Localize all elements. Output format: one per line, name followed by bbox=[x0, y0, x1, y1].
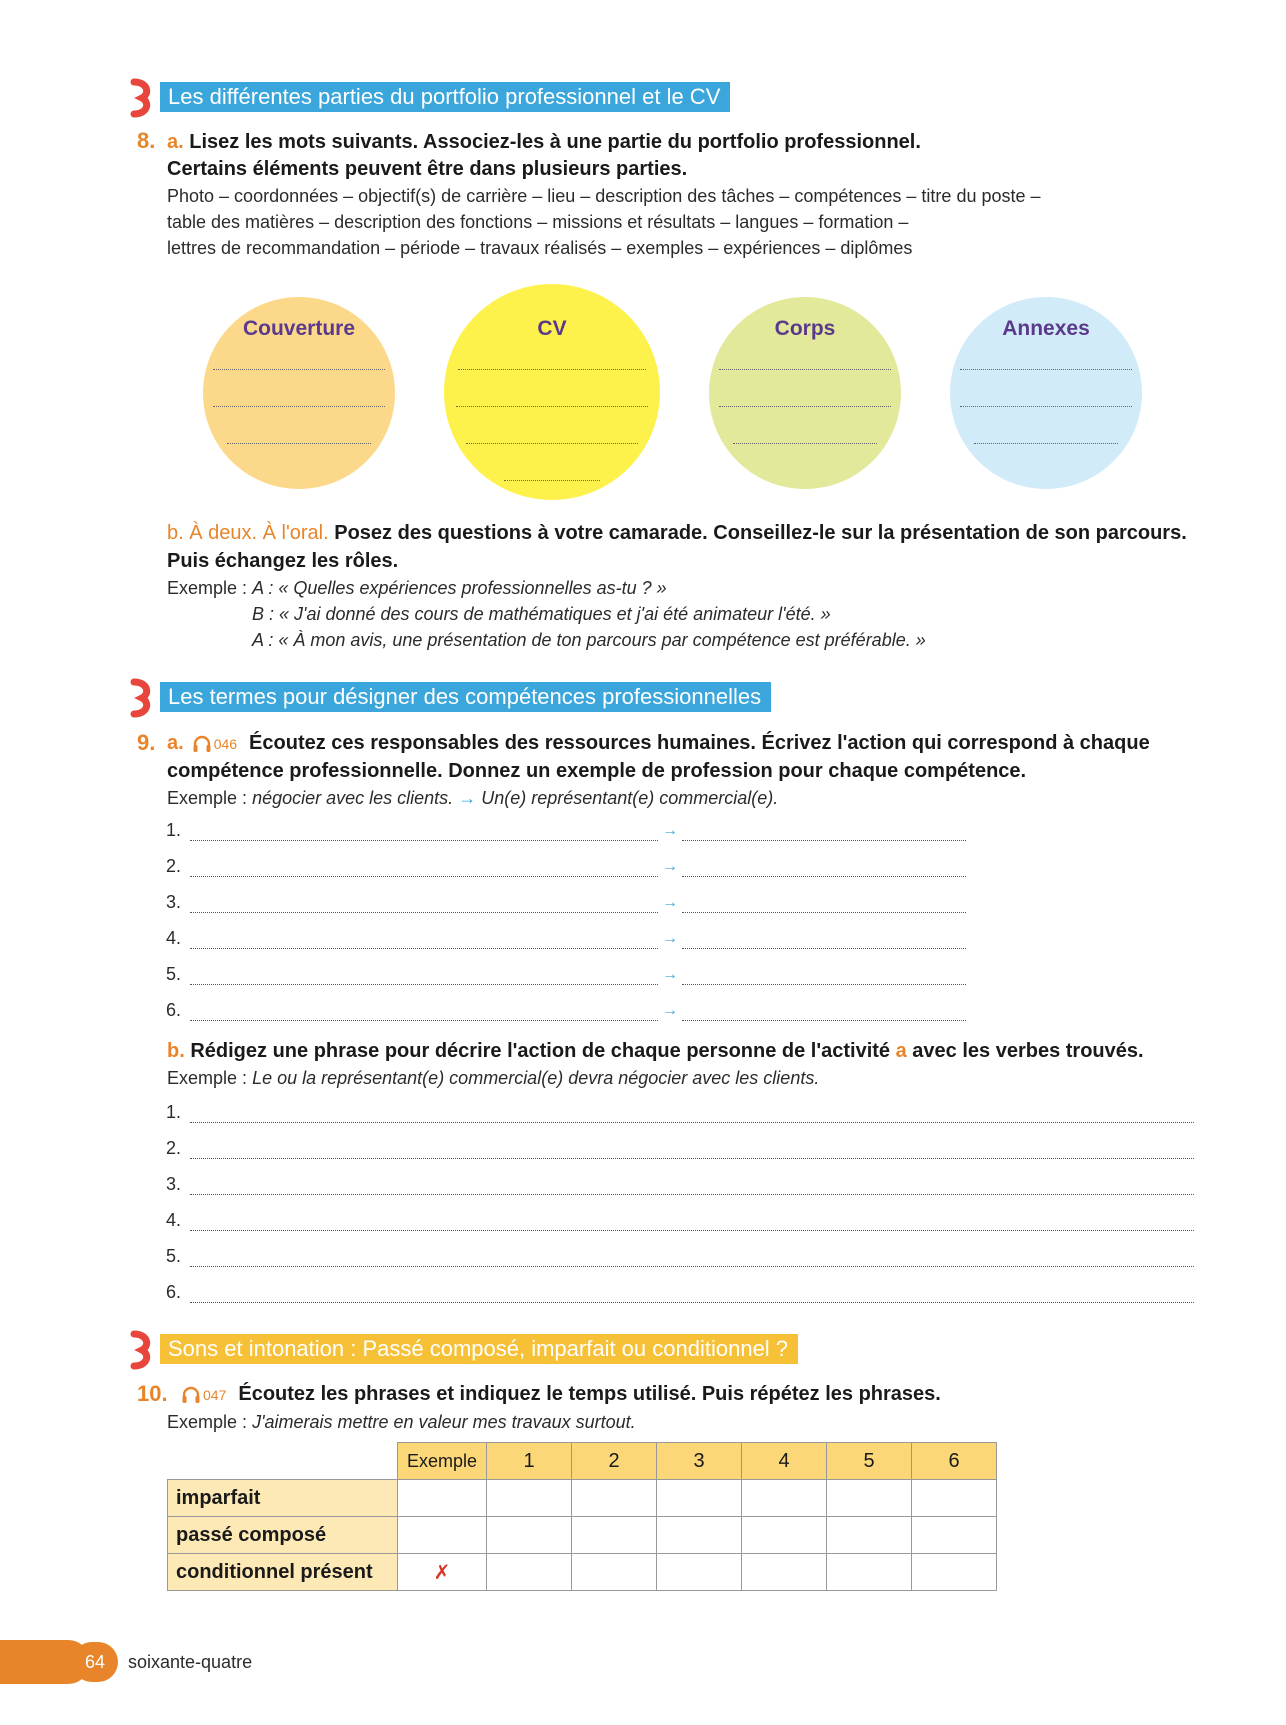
section-title: Les différentes parties du portfolio professionnel et le CV bbox=[160, 82, 730, 112]
answer-field-profession[interactable] bbox=[682, 876, 966, 877]
sub-label: a. bbox=[167, 131, 184, 153]
answer-line-row bbox=[166, 892, 181, 914]
line-number: 1. bbox=[166, 820, 182, 840]
tense-table bbox=[167, 1442, 997, 1591]
row-label: passé composé bbox=[168, 1517, 398, 1554]
row-label: imparfait bbox=[168, 1480, 398, 1517]
section-title: Les termes pour désigner des compétences professionnelles bbox=[160, 682, 771, 712]
answer-line[interactable] bbox=[227, 443, 371, 444]
exercise-9 bbox=[137, 730, 155, 756]
example-mark: ✗ bbox=[398, 1554, 487, 1591]
answer-line-row bbox=[166, 1210, 181, 1232]
table-cell[interactable] bbox=[487, 1517, 572, 1554]
table-cell[interactable] bbox=[657, 1554, 742, 1591]
answer-field-action[interactable] bbox=[190, 984, 658, 985]
exercise-8a-instruction: a. Lisez les mots suivants. Associez-les à une partie du portfolio professionnel. bbox=[167, 131, 921, 153]
example-line-2: B : « J'ai donné des cours de mathématiques et j'ai été animateur l'été. » bbox=[252, 604, 831, 624]
answer-field-sentence[interactable] bbox=[190, 1194, 1194, 1195]
table-cell[interactable] bbox=[572, 1480, 657, 1517]
answer-line[interactable] bbox=[213, 406, 385, 407]
answer-field-profession[interactable] bbox=[682, 984, 966, 985]
section-banner-competences bbox=[128, 682, 771, 712]
answer-line-row bbox=[166, 856, 181, 878]
line-number: 5. bbox=[166, 1246, 182, 1266]
table-header: 2 bbox=[572, 1443, 657, 1480]
sub-label: b. bbox=[167, 1040, 185, 1062]
sub-label: a. bbox=[167, 732, 184, 754]
table-header: 4 bbox=[742, 1443, 827, 1480]
exercise-10-instruction: 047 Écoutez les phrases et indiquez le temps utilisé. Puis répétez les phrases. bbox=[181, 1383, 941, 1406]
answer-line-row bbox=[166, 1174, 181, 1196]
answer-line-row bbox=[166, 964, 181, 986]
exercise-8 bbox=[137, 128, 155, 154]
arrow-icon: → bbox=[662, 966, 678, 983]
answer-line-row bbox=[166, 1138, 181, 1160]
exercise-number: 8. bbox=[137, 128, 156, 153]
headphones-icon[interactable] bbox=[192, 735, 212, 753]
answer-field-action[interactable] bbox=[190, 912, 658, 913]
answer-line[interactable] bbox=[458, 369, 646, 370]
answer-field-action[interactable] bbox=[190, 876, 658, 877]
answer-field-profession[interactable] bbox=[682, 1020, 966, 1021]
exercise-8b-instruction: b. À deux. À l'oral. Posez des questions à votre camarade. Conseillez-le sur la présentation de son parcours. bbox=[167, 522, 1187, 544]
line-number: 3. bbox=[166, 892, 182, 912]
table-cell[interactable] bbox=[657, 1517, 742, 1554]
arrow-icon: → bbox=[662, 858, 678, 875]
answer-line-row bbox=[166, 1282, 181, 1304]
circle-cv: CV bbox=[444, 284, 660, 500]
arrow-icon: → bbox=[662, 822, 678, 839]
line-number: 6. bbox=[166, 1000, 182, 1020]
line-number: 4. bbox=[166, 928, 182, 948]
example: Exemple : A : « Quelles expériences professionnelles as-tu ? » bbox=[167, 578, 667, 598]
answer-line[interactable] bbox=[213, 369, 385, 370]
answer-line[interactable] bbox=[974, 443, 1118, 444]
table-cell[interactable] bbox=[827, 1554, 912, 1591]
table-cell[interactable] bbox=[742, 1554, 827, 1591]
table-cell[interactable] bbox=[572, 1517, 657, 1554]
circle-couverture: Couverture bbox=[203, 297, 395, 489]
example-line-3: A : « À mon avis, une présentation de ton parcours par compétence est préférable. » bbox=[252, 630, 926, 650]
circle-corps: Corps bbox=[709, 297, 901, 489]
answer-line[interactable] bbox=[719, 406, 891, 407]
table-header: 3 bbox=[657, 1443, 742, 1480]
table-cell[interactable] bbox=[742, 1517, 827, 1554]
audio-track: 047 bbox=[203, 1386, 227, 1403]
answer-field-action[interactable] bbox=[190, 1020, 658, 1021]
line-number: 2. bbox=[166, 1138, 182, 1158]
answer-line[interactable] bbox=[466, 443, 638, 444]
section-title: Sons et intonation : Passé composé, imparfait ou conditionnel ? bbox=[160, 1334, 798, 1364]
answer-line[interactable] bbox=[504, 480, 600, 481]
section-banner-sons bbox=[128, 1334, 798, 1364]
table-row bbox=[168, 1517, 997, 1554]
table-cell[interactable] bbox=[487, 1480, 572, 1517]
table-cell[interactable] bbox=[827, 1517, 912, 1554]
example: Exemple : J'aimerais mettre en valeur mes travaux surtout. bbox=[167, 1412, 636, 1432]
table-row bbox=[168, 1480, 997, 1517]
arrow-icon: → bbox=[662, 894, 678, 911]
answer-field-profession[interactable] bbox=[682, 912, 966, 913]
table-cell[interactable] bbox=[487, 1554, 572, 1591]
word-list-line-3: lettres de recommandation – période – travaux réalisés – exemples – expériences – diplômes bbox=[167, 238, 913, 258]
table-header: 1 bbox=[487, 1443, 572, 1480]
example: Exemple : Le ou la représentant(e) commercial(e) devra négocier avec les clients. bbox=[167, 1068, 820, 1088]
exercise-number: 10. bbox=[137, 1381, 168, 1406]
answer-line-row bbox=[166, 1246, 181, 1268]
exercise-8a-instruction-2: Certains éléments peuvent être dans plusieurs parties. bbox=[167, 158, 688, 180]
table-header-row bbox=[168, 1443, 997, 1480]
table-cell[interactable] bbox=[398, 1517, 487, 1554]
row-label: conditionnel présent bbox=[168, 1554, 398, 1591]
answer-line[interactable] bbox=[960, 369, 1132, 370]
line-number: 2. bbox=[166, 856, 182, 876]
swirl-icon bbox=[128, 78, 168, 118]
answer-field-profession[interactable] bbox=[682, 948, 966, 949]
table-cell[interactable] bbox=[912, 1480, 997, 1517]
page-number: 64 bbox=[72, 1642, 118, 1682]
table-cell[interactable] bbox=[912, 1517, 997, 1554]
exercise-10 bbox=[137, 1381, 168, 1407]
answer-line-row bbox=[166, 820, 181, 842]
answer-line-row bbox=[166, 928, 181, 950]
circle-annexes: Annexes bbox=[950, 297, 1142, 489]
swirl-icon bbox=[128, 678, 168, 718]
answer-field-action[interactable] bbox=[190, 948, 658, 949]
table-row bbox=[168, 1554, 997, 1591]
answer-line-row bbox=[166, 1102, 181, 1124]
answer-line[interactable] bbox=[456, 406, 648, 407]
swirl-icon bbox=[128, 1330, 168, 1370]
answer-line[interactable] bbox=[960, 406, 1132, 407]
table-cell[interactable] bbox=[912, 1554, 997, 1591]
answer-field-action[interactable] bbox=[190, 840, 658, 841]
exercise-9a-instruction-2: compétence professionnelle. Donnez un exemple de profession pour chaque compétence. bbox=[167, 760, 1027, 782]
line-number: 1. bbox=[166, 1102, 182, 1122]
table-header: Exemple bbox=[398, 1443, 487, 1480]
exercise-8b-instruction-2: Puis échangez les rôles. bbox=[167, 550, 399, 572]
word-list-line-2: table des matières – description des fonctions – missions et résultats – langues – formation – bbox=[167, 212, 909, 232]
answer-field-sentence[interactable] bbox=[190, 1122, 1194, 1123]
line-number: 4. bbox=[166, 1210, 182, 1230]
page-number-words: soixante-quatre bbox=[128, 1652, 253, 1672]
example: Exemple : négocier avec les clients. → Un(e) représentant(e) commercial(e). bbox=[167, 788, 779, 808]
answer-line[interactable] bbox=[733, 443, 877, 444]
arrow-icon: → bbox=[662, 930, 678, 947]
table-cell[interactable] bbox=[742, 1480, 827, 1517]
table-header: 6 bbox=[912, 1443, 997, 1480]
answer-field-profession[interactable] bbox=[682, 840, 966, 841]
answer-field-sentence[interactable] bbox=[190, 1302, 1194, 1303]
answer-field-sentence[interactable] bbox=[190, 1158, 1194, 1159]
table-header: 5 bbox=[827, 1443, 912, 1480]
line-number: 6. bbox=[166, 1282, 182, 1302]
line-number: 5. bbox=[166, 964, 182, 984]
answer-line[interactable] bbox=[719, 369, 891, 370]
answer-field-sentence[interactable] bbox=[190, 1230, 1194, 1231]
table-cell[interactable] bbox=[398, 1480, 487, 1517]
arrow-icon: → bbox=[662, 1002, 678, 1019]
sub-label: b. À deux. À l'oral. bbox=[167, 522, 329, 544]
table-cell[interactable] bbox=[572, 1554, 657, 1591]
arrow-icon: → bbox=[458, 788, 477, 808]
line-number: 3. bbox=[166, 1174, 182, 1194]
headphones-icon[interactable] bbox=[181, 1386, 201, 1404]
exercise-9b-instruction: b. Rédigez une phrase pour décrire l'action de chaque personne de l'activité a avec les verbes trouvés. bbox=[167, 1040, 1144, 1062]
section-banner-portfolio bbox=[128, 82, 730, 112]
table-cell[interactable] bbox=[827, 1480, 912, 1517]
answer-field-sentence[interactable] bbox=[190, 1266, 1194, 1267]
audio-track: 046 bbox=[213, 735, 238, 752]
exercise-9a-instruction: a. 046 Écoutez ces responsables des ressources humaines. Écrivez l'action qui correspond à chaque bbox=[167, 732, 1150, 754]
table-cell[interactable] bbox=[657, 1480, 742, 1517]
answer-line-row bbox=[166, 1000, 181, 1022]
exercise-number: 9. bbox=[137, 730, 156, 755]
word-list-line-1: Photo – coordonnées – objectif(s) de carrière – lieu – description des tâches – compétences – titre du poste – bbox=[167, 186, 1041, 206]
